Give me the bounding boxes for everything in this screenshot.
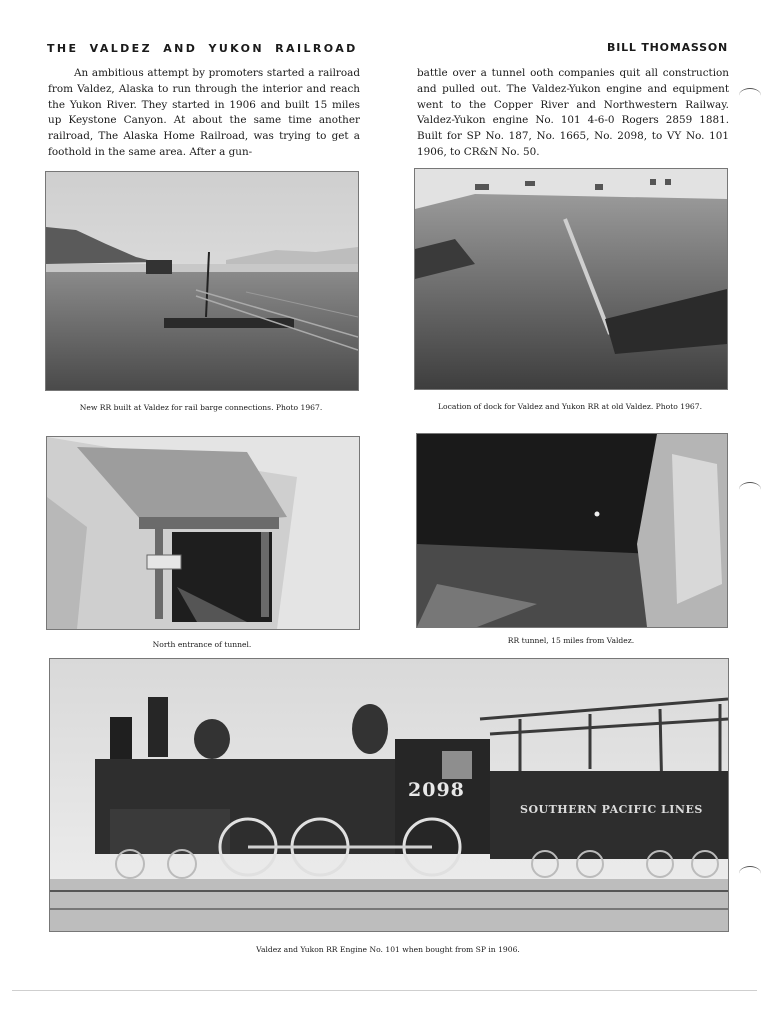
photo-valdez-rail bbox=[45, 171, 359, 391]
photo-north-tunnel bbox=[46, 436, 360, 630]
body-paragraph-right: battle over a tunnel ooth companies quit all construction and pulled out. The Valdez-Yukon engine and equipment went to the Copper River and Northwestern Railway. Valdez-Yukon engine No. 101 4-6-0 Rogers 2859 1881. Built for SP No. 187, No. 1665, No. 2098, to VY No. 101 1906, to CR&N No. 50. bbox=[417, 67, 729, 158]
bottom-rule bbox=[12, 990, 757, 991]
caption-rr-tunnel: RR tunnel, 15 miles from Valdez. bbox=[507, 636, 635, 645]
binder-hole-mark-bottom bbox=[739, 866, 761, 881]
author-name: BILL THOMASSON bbox=[607, 41, 728, 54]
tender-lettering: SOUTHERN PACIFIC LINES bbox=[520, 803, 703, 816]
binder-hole-mark-top bbox=[739, 88, 761, 103]
caption-valdez-rail: New RR built at Valdez for rail barge connections. Photo 1967. bbox=[79, 403, 323, 412]
caption-engine-2098: Valdez and Yukon RR Engine No. 101 when bought from SP in 1906. bbox=[256, 945, 520, 954]
photo-rr-tunnel bbox=[416, 433, 728, 628]
caption-north-tunnel: North entrance of tunnel. bbox=[152, 640, 252, 649]
binder-hole-mark-middle bbox=[739, 482, 761, 497]
caption-dock-location: Location of dock for Valdez and Yukon RR at old Valdez. Photo 1967. bbox=[438, 402, 702, 411]
photo-engine-2098 bbox=[49, 658, 729, 932]
body-paragraph-left: An ambitious attempt by promoters started a railroad from Valdez, Alaska to run through the interior and reach the Yukon River. They started in 1906 and built 15 miles up Keystone Canyon. At about the same time another railroad, The Alaska Home Railroad, was trying to get a foothold in the same area. After a gun- bbox=[48, 67, 360, 158]
photo-dock-location bbox=[414, 168, 728, 390]
engine-number-plate: 2098 bbox=[408, 779, 465, 801]
article-title: THE VALDEZ AND YUKON RAILROAD bbox=[47, 42, 358, 55]
